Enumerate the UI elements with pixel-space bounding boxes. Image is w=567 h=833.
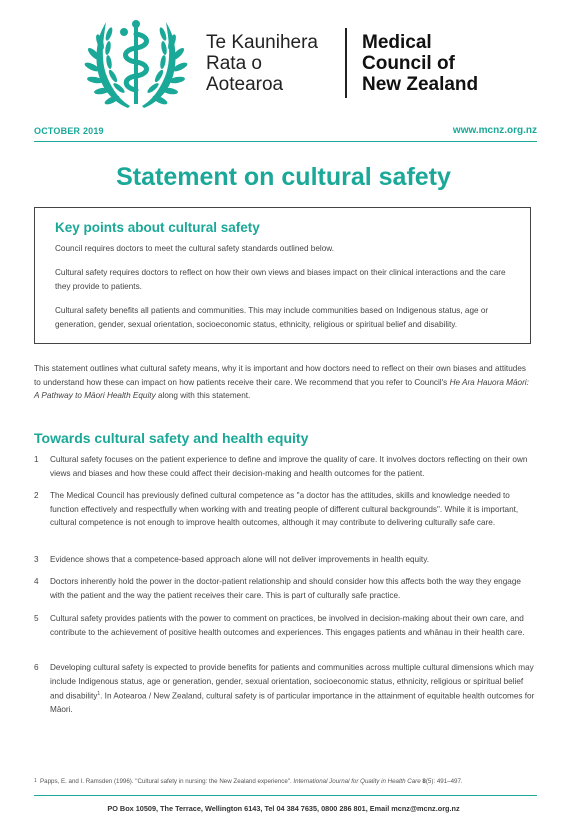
item-6-text-b: . In Aotearoa / New Zealand, cultural safety is of particular importance in the attainment of equitable health outcomes for Māori. [50,691,535,715]
maori-name-line-3: Aotearoa [206,74,284,95]
page-title: Statement on cultural safety [116,163,451,191]
footnote-pages: (5): 491–497. [425,778,463,785]
footnote-text [40,778,463,785]
list-item: The Medical Council has previously defined cultural competence as "a doctor has the attitudes, skills and knowledge needed to function effectively and respectfully when working with and treating people of different cultural backgrounds". While it is important, cultural competence is not enough to improve health outcomes, although it may contribute to delivering culturally safe care. [50,491,519,527]
header-divider [345,28,347,98]
item-6-text-a: Developing cultural safety is expected to provide benefits for patients and communities across multiple cultural dimensions which may include Indigenous status, age or generation, gender, sexual orientation, socioeconomic status, ethnicity, religious or spiritual belief and disability [50,663,534,701]
footnote-journal: International Journal for Quality in Health Care [293,778,421,785]
publication-date: OCTOBER 2019 [34,126,104,136]
key-point-paragraph: Cultural safety benefits all patients and communities. This may include communities based on Indigenous status, age or generation, gender, sexual orientation, socioeconomic status, ethnicity, religious or spiritual belief and disability. [55,306,489,329]
english-name-line-3: New Zealand [362,74,479,95]
maori-name-line-2: Rata o [206,53,262,74]
footer-contact: PO Box 10509, The Terrace, Wellington 6143, Tel 04 384 7635, 0800 286 801, Email mcnz@mcnz.org.nz [107,804,460,813]
footnote-ref[interactable]: 1 [97,691,101,697]
footnote-volume: 8 [420,778,426,785]
council-maori-name [206,32,318,95]
list-item: Doctors inherently hold the power in the doctor-patient relationship and should consider how this affects both the way they engage with the patient and the way the patient receives their care. This is part of culturally safe practice. [50,577,521,600]
list-item: Cultural safety focuses on the patient experience to define and improve the quality of care. It involves doctors reflecting on their own views and biases and how these could affect their decision-making and health outcomes for the patient. [50,455,528,478]
item-number: 2 [34,491,39,500]
item-number: 6 [34,663,39,672]
english-name-line-2: Council of [362,53,455,74]
council-logo-icon [80,12,192,112]
intro-text-end: along with this statement. [155,391,251,400]
website-link[interactable]: www.mcnz.org.nz [452,125,537,136]
item-number: 4 [34,577,39,586]
item-number: 1 [34,455,39,464]
council-english-name [362,32,478,95]
list-item: Cultural safety provides patients with the power to comment on practices, be involved in decision-making about their own care, and contribute to the achievement of positive health outcomes and experiences. This engages patients and whānau in their health care. [50,614,525,637]
list-item [50,661,536,717]
maori-name-line-1: Te Kaunihera [206,32,318,53]
section-heading: Towards cultural safety and health equity [34,430,309,446]
key-points-heading: Key points about cultural safety [55,220,260,235]
english-name-line-1: Medical [362,32,432,53]
key-point-paragraph: Council requires doctors to meet the cultural safety standards outlined below. [55,244,334,253]
header-rule [34,141,537,142]
intro-paragraph [34,362,534,403]
key-point-paragraph: Cultural safety requires doctors to reflect on how their own views and biases impact on their clinical interactions and the care they provide to patients. [55,268,506,291]
intro-reference-title: He Ara Hauora Māori: A Pathway to Māori Health Equity [34,377,529,400]
list-item: Evidence shows that a competence-based approach alone will not deliver improvements in health equity. [50,555,429,564]
intro-text: This statement outlines what cultural safety means, why it is important and how doctors need to reflect on their own biases and attitudes to understand how these can impact on how patients receive their care. We recommend that you refer to Council's [34,364,526,387]
footer-rule [34,795,537,796]
footnote-citation: Papps, E. and I. Ramsden (1996). "Cultural safety in nursing: the New Zealand experience". [40,778,294,785]
footnote-number: 1 [34,778,37,784]
item-number: 5 [34,614,39,623]
item-number: 3 [34,555,39,564]
